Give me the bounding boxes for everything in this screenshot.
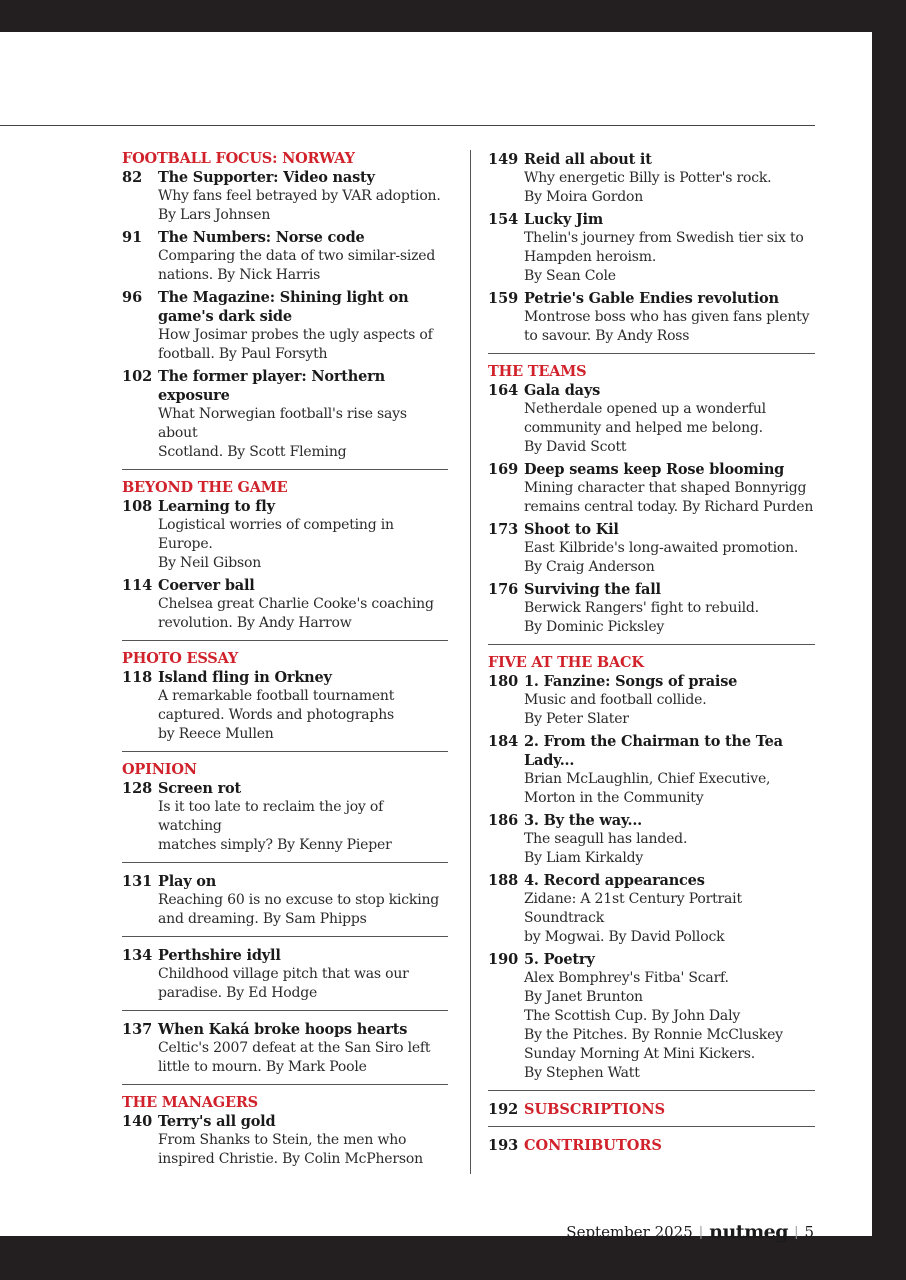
entry-body (158, 779, 448, 855)
toc-section (122, 150, 448, 462)
toc-entry[interactable] (488, 289, 815, 346)
toc-entry[interactable] (122, 228, 448, 285)
entry-headline: Coerver ball (158, 577, 255, 594)
toc-entry[interactable] (122, 1020, 448, 1077)
section-title: FIVE AT THE BACK (488, 654, 644, 671)
entry-description: Berwick Rangers' fight to rebuild. (524, 600, 759, 616)
entry-description: Celtic's 2007 defeat at the San Siro left (158, 1040, 431, 1056)
toc-entry[interactable] (488, 1100, 815, 1119)
entry-body (158, 1112, 448, 1169)
entry-description: Brian McLaughlin, Chief Executive, (524, 771, 771, 787)
entry-description: Chelsea great Charlie Cooke's coaching (158, 596, 434, 612)
entry-description: Alex Bomphrey's Fitba' Scarf. (524, 970, 729, 986)
entry-description: Morton in the Community (524, 790, 704, 806)
entry-description: inspired Christie. By Colin McPherson (158, 1151, 423, 1167)
section-rule (122, 640, 448, 641)
entry-description: captured. Words and photographs (158, 707, 394, 723)
page-ref: 128 (122, 780, 153, 797)
entry-headline: The former player: Northern exposure (158, 368, 385, 404)
page-ref: 193 (488, 1137, 519, 1154)
entry-description: Music and football collide. (524, 692, 707, 708)
entry-body (524, 580, 815, 637)
toc-entry[interactable] (488, 672, 815, 729)
entry-body (524, 732, 815, 808)
section-rule (122, 469, 448, 470)
page-ref: 192 (488, 1101, 519, 1118)
page-ref: 159 (488, 290, 519, 307)
page-ref: 164 (488, 382, 519, 399)
section-title: CONTRIBUTORS (524, 1137, 662, 1154)
left-column (122, 150, 448, 1172)
entry-headline: Shoot to Kil (524, 521, 619, 538)
entry-headline: Lucky Jim (524, 211, 603, 228)
entry-headline: The Magazine: Shining light on game's dark side (158, 289, 409, 325)
toc-section (122, 1094, 448, 1169)
section-rule (122, 1010, 448, 1011)
entry-description: Why energetic Billy is Potter's rock. (524, 170, 772, 186)
entry-description: By Dominic Picksley (524, 619, 665, 635)
entry-description: By the Pitches. By Ronnie McCluskey (524, 1027, 783, 1043)
toc-section (122, 479, 448, 633)
toc-section (122, 872, 448, 929)
section-rule (122, 936, 448, 937)
section-rule (488, 1090, 815, 1091)
entry-body (524, 520, 815, 577)
entry-description: nations. By Nick Harris (158, 267, 321, 283)
magazine-page (0, 32, 872, 1243)
page-ref: 173 (488, 521, 519, 538)
entry-headline: Island fling in Orkney (158, 669, 332, 686)
section-rule (122, 751, 448, 752)
toc-entry[interactable] (122, 288, 448, 364)
toc-entry[interactable] (122, 367, 448, 462)
toc-section (122, 761, 448, 855)
entry-description: Childhood village pitch that was our (158, 966, 409, 982)
toc-entry[interactable] (488, 460, 815, 517)
entry-description: By Stephen Watt (524, 1065, 640, 1081)
entry-body (158, 872, 448, 929)
entry-headline: Learning to fly (158, 498, 275, 515)
entry-description: revolution. By Andy Harrow (158, 615, 352, 631)
entry-headline: 2. From the Chairman to the Tea Lady... (524, 733, 783, 769)
toc-section (488, 654, 815, 1083)
entry-body (524, 460, 815, 517)
page-ref: 102 (122, 368, 153, 385)
page-ref: 190 (488, 951, 519, 968)
entry-body (158, 228, 448, 285)
page-ref: 96 (122, 289, 143, 306)
page-footer (566, 1221, 814, 1243)
entry-description: The Scottish Cup. By John Daly (524, 1008, 741, 1024)
entry-description: A remarkable football tournament (158, 688, 395, 704)
entry-headline: Perthshire idyll (158, 947, 281, 964)
entry-headline: The Numbers: Norse code (158, 229, 365, 246)
entry-description: By Janet Brunton (524, 989, 643, 1005)
entry-headline: 3. By the way... (524, 812, 643, 829)
toc-entry[interactable] (488, 950, 815, 1083)
toc-entry[interactable] (488, 210, 815, 286)
page-ref: 180 (488, 673, 519, 690)
entry-description: Scotland. By Scott Fleming (158, 444, 347, 460)
entry-description: community and helped me belong. (524, 420, 763, 436)
entry-body (524, 381, 815, 457)
entry-body (524, 289, 815, 346)
entry-description: paradise. By Ed Hodge (158, 985, 318, 1001)
page-ref: 108 (122, 498, 153, 515)
page-ref: 118 (122, 669, 153, 686)
entry-description: What Norwegian football's rise says about (158, 406, 407, 441)
entry-body (158, 946, 448, 1003)
toc-section (122, 1020, 448, 1077)
page-ref: 169 (488, 461, 519, 478)
entry-body (524, 672, 815, 729)
entry-body (158, 288, 448, 364)
right-column (488, 150, 815, 1158)
entry-body (158, 168, 448, 225)
entry-body (524, 811, 815, 868)
entry-description: How Josimar probes the ugly aspects of (158, 327, 433, 343)
entry-body (524, 950, 815, 1083)
entry-body (158, 367, 448, 462)
entry-description: by Reece Mullen (158, 726, 274, 742)
entry-description: Logistical worries of competing in Europe. (158, 517, 394, 552)
toc-section (122, 946, 448, 1003)
entry-body (524, 871, 815, 947)
entry-description: By Craig Anderson (524, 559, 655, 575)
entry-description: Zidane: A 21st Century Portrait Soundtrack (524, 891, 742, 926)
toc-section (488, 150, 815, 346)
section-rule (488, 644, 815, 645)
entry-description: remains central today. By Richard Purden (524, 499, 814, 515)
entry-description: By Liam Kirkaldy (524, 850, 644, 866)
entry-description: matches simply? By Kenny Pieper (158, 837, 392, 853)
entry-body (158, 1020, 448, 1077)
toc-entry[interactable] (122, 668, 448, 744)
page-ref: 186 (488, 812, 519, 829)
entry-headline: 4. Record appearances (524, 872, 705, 889)
section-title: THE MANAGERS (122, 1094, 258, 1111)
entry-headline: The Supporter: Video nasty (158, 169, 375, 186)
entry-description: Hampden heroism. (524, 249, 657, 265)
toc-entry[interactable] (488, 811, 815, 868)
section-title: OPINION (122, 761, 197, 778)
page-ref: 140 (122, 1113, 153, 1130)
toc-entry[interactable] (488, 520, 815, 577)
footer-separator: | (698, 1224, 704, 1240)
page-ref: 188 (488, 872, 519, 889)
entry-description: Why fans feel betrayed by VAR adoption. (158, 188, 441, 204)
toc-entry[interactable] (488, 1136, 815, 1155)
entry-headline: Play on (158, 873, 217, 890)
entry-body (158, 497, 448, 573)
toc-entry[interactable] (488, 732, 815, 808)
page-ref: 134 (122, 947, 153, 964)
toc-entry[interactable] (122, 168, 448, 225)
entry-description: football. By Paul Forsyth (158, 346, 328, 362)
entry-description: Sunday Morning At Mini Kickers. (524, 1046, 756, 1062)
entry-description: little to mourn. By Mark Poole (158, 1059, 367, 1075)
toc-entry[interactable] (488, 871, 815, 947)
column-divider (470, 150, 471, 1174)
entry-description: Netherdale opened up a wonderful (524, 401, 766, 417)
toc-entry[interactable] (122, 946, 448, 1003)
page-ref: 114 (122, 577, 153, 594)
entry-description: Mining character that shaped Bonnyrigg (524, 480, 807, 496)
page-ref: 131 (122, 873, 153, 890)
entry-description: by Mogwai. By David Pollock (524, 929, 725, 945)
entry-headline: Surviving the fall (524, 581, 661, 598)
entry-headline: Gala days (524, 382, 601, 399)
toc-section (122, 650, 448, 744)
page-number: 5 (804, 1223, 814, 1241)
toc-section (488, 363, 815, 637)
entry-description: to savour. By Andy Ross (524, 328, 690, 344)
entry-description: and dreaming. By Sam Phipps (158, 911, 367, 927)
entry-description: By David Scott (524, 439, 627, 455)
toc-entry[interactable] (488, 381, 815, 457)
page-ref: 176 (488, 581, 519, 598)
entry-description: From Shanks to Stein, the men who (158, 1132, 407, 1148)
section-rule (488, 1126, 815, 1127)
section-rule (488, 353, 815, 354)
entry-headline: Petrie's Gable Endies revolution (524, 290, 779, 307)
entry-headline: Deep seams keep Rose blooming (524, 461, 785, 478)
page-ref: 184 (488, 733, 519, 750)
entry-headline: When Kaká broke hoops hearts (158, 1021, 408, 1038)
toc-entry[interactable] (122, 872, 448, 929)
toc-entry[interactable] (122, 779, 448, 855)
toc-entry[interactable] (122, 497, 448, 573)
entry-description: By Moira Gordon (524, 189, 644, 205)
entry-description: By Neil Gibson (158, 555, 262, 571)
entry-description: By Peter Slater (524, 711, 629, 727)
section-title: THE TEAMS (488, 363, 587, 380)
issue-date: September 2025 (566, 1223, 693, 1241)
page-ref: 154 (488, 211, 519, 228)
entry-headline: Terry's all gold (158, 1113, 276, 1130)
section-rule (122, 1084, 448, 1085)
section-title: PHOTO ESSAY (122, 650, 239, 667)
section-title: SUBSCRIPTIONS (524, 1101, 666, 1118)
toc-entry[interactable] (122, 1112, 448, 1169)
toc-entry[interactable] (488, 580, 815, 637)
page-ref: 91 (122, 229, 143, 246)
page-ref: 149 (488, 151, 519, 168)
entry-description: Montrose boss who has given fans plenty (524, 309, 810, 325)
entry-headline: 5. Poetry (524, 951, 595, 968)
section-rule (122, 862, 448, 863)
toc-entry[interactable] (122, 576, 448, 633)
entry-description: Comparing the data of two similar-sized (158, 248, 436, 264)
entry-description: East Kilbride's long-awaited promotion. (524, 540, 799, 556)
page-ref: 137 (122, 1021, 153, 1038)
entry-description: Reaching 60 is no excuse to stop kicking (158, 892, 440, 908)
section-title: BEYOND THE GAME (122, 479, 288, 496)
entry-body (158, 576, 448, 633)
top-rule (0, 125, 815, 126)
entry-body (158, 668, 448, 744)
entry-headline: Reid all about it (524, 151, 652, 168)
entry-headline: Screen rot (158, 780, 241, 797)
entry-description: By Sean Cole (524, 268, 616, 284)
page-ref: 82 (122, 169, 143, 186)
entry-headline: 1. Fanzine: Songs of praise (524, 673, 738, 690)
entry-body (524, 150, 815, 207)
entry-description: Thelin's journey from Swedish tier six to (524, 230, 804, 246)
footer-separator: | (794, 1224, 799, 1240)
entry-description: By Lars Johnsen (158, 207, 271, 223)
section-title: FOOTBALL FOCUS: NORWAY (122, 150, 355, 167)
entry-description: The seagull has landed. (524, 831, 688, 847)
toc-entry[interactable] (488, 150, 815, 207)
entry-body (524, 210, 815, 286)
brand-logo: nutmeg (709, 1221, 789, 1243)
entry-description: Is it too late to reclaim the joy of watching (158, 799, 384, 834)
